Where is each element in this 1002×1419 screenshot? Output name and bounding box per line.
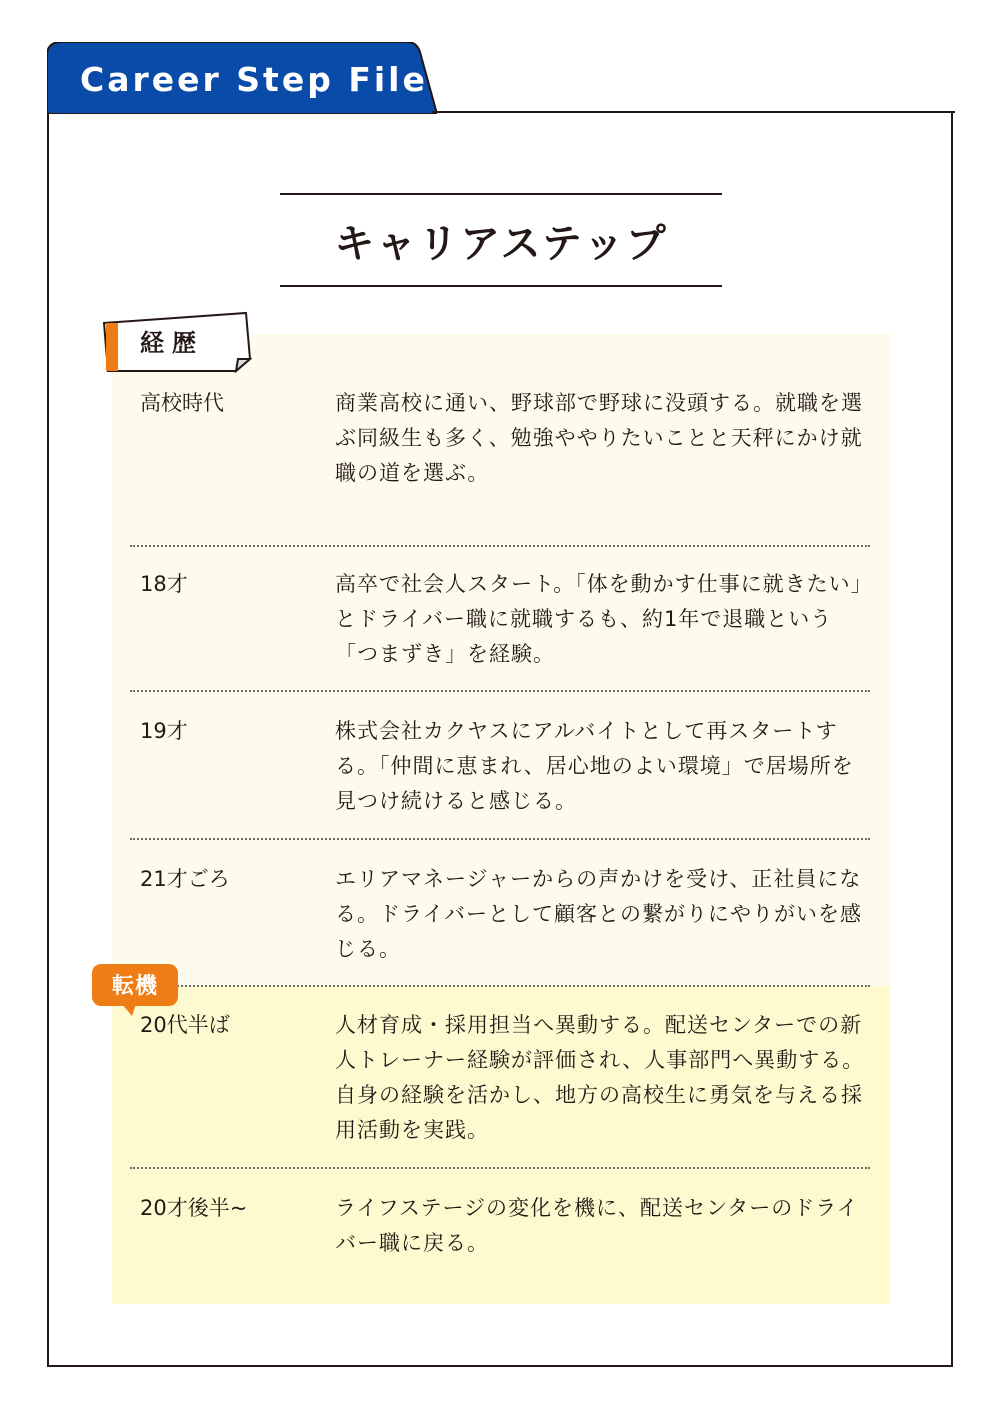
career-description: 株式会社カクヤスにアルバイトとして再スタートする。「仲間に恵まれ、居心地のよい環境」で居場所を見つけ続けると感じる。 [335,719,854,813]
badge-label: 転機 [111,974,158,999]
career-description: 高卒で社会人スタート。「体を動かす仕事に就きたい」とドライバー職に就職するも、約1年で退職という「つまずき」を経験。 [335,572,863,666]
row-divider [130,1167,870,1169]
row-divider [130,545,870,547]
career-description: 人材育成・採用担当へ異動する。配送センターでの新人トレーナー経験が評価され、人事部門へ異動する。自身の経験を活かし、地方の高校生に勇気を与える採用活動を実践。 [335,1013,865,1142]
career-age: 19才 [140,719,188,743]
section-label-text: 経歴 [140,329,204,357]
section-label [100,309,252,373]
row-divider [130,985,870,987]
career-age: 18才 [140,572,188,596]
career-age: 21才ごろ [140,867,230,891]
career-age: 20代半ば [140,1013,230,1037]
career-age: 高校時代 [140,391,224,415]
career-description: 商業高校に通い、野球部で野球に没頭する。就職を選ぶ同級生も多く、勉強ややりたいことと天秤にかけ就職の道を選ぶ。 [335,391,863,485]
file-tab [47,42,437,114]
page-title: キャリアステップ [334,220,668,267]
row-divider [130,690,870,692]
file-tab-label: Career Step File [80,60,428,99]
career-age: 20才後半~ [140,1196,248,1220]
title-block [280,193,722,287]
row-divider [130,838,870,840]
career-description: ライフステージの変化を機に、配送センターのドライバー職に戻る。 [335,1196,859,1255]
career-description: エリアマネージャーからの声かけを受け、正社員になる。ドライバーとして顧客との繋がりにやりがいを感じる。 [335,867,862,961]
